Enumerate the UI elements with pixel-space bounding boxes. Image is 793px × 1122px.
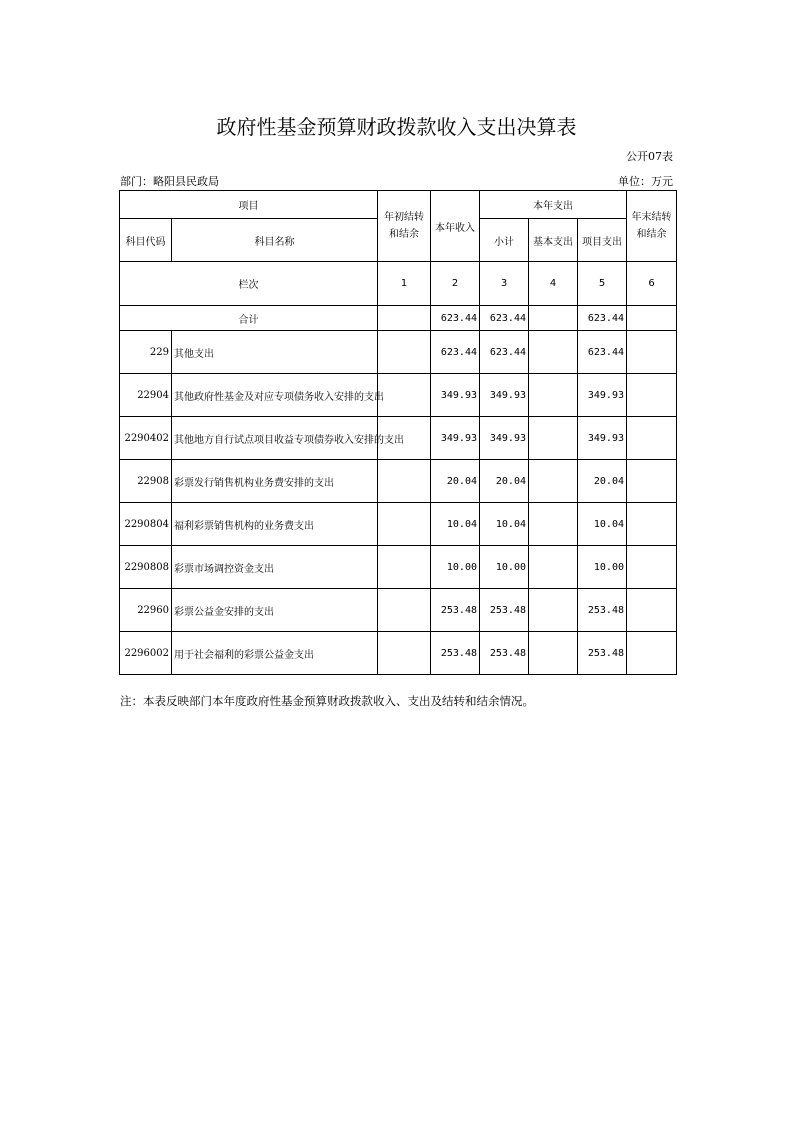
column-number-1: 1 (378, 262, 431, 306)
row-subtotal: 253.48 (480, 632, 529, 675)
row-project: 10.04 (578, 503, 627, 546)
row-end (627, 374, 677, 417)
row-name: 福利彩票销售机构的业务费支出 (172, 503, 378, 546)
row-basic (529, 632, 578, 675)
total-income: 623.44 (431, 306, 480, 331)
total-basic (529, 306, 578, 331)
total-subtotal: 623.44 (480, 306, 529, 331)
total-project: 623.44 (578, 306, 627, 331)
row-code: 22908 (120, 460, 172, 503)
column-number-label: 栏次 (120, 262, 378, 306)
unit-label: 单位：万元 (618, 175, 673, 188)
row-end (627, 331, 677, 374)
column-number-row (120, 262, 677, 306)
column-number-4: 4 (529, 262, 578, 306)
total-begin (378, 306, 431, 331)
row-code: 2290402 (120, 417, 172, 460)
row-project: 253.48 (578, 589, 627, 632)
table-row (120, 503, 677, 546)
row-basic (529, 417, 578, 460)
column-number-2: 2 (431, 262, 480, 306)
row-begin (378, 589, 431, 632)
row-income: 20.04 (431, 460, 480, 503)
table-note: 注：本表反映部门本年度政府性基金预算财政拨款收入、支出及结转和结余情况。 (120, 694, 534, 708)
column-number-3: 3 (480, 262, 529, 306)
total-row (120, 306, 677, 331)
row-code: 2290804 (120, 503, 172, 546)
table-row (120, 546, 677, 589)
row-subtotal: 349.93 (480, 374, 529, 417)
row-end (627, 417, 677, 460)
row-end (627, 589, 677, 632)
table-row (120, 460, 677, 503)
column-number-6: 6 (627, 262, 677, 306)
table-row (120, 331, 677, 374)
row-project: 623.44 (578, 331, 627, 374)
row-end (627, 503, 677, 546)
header-name: 科目名称 (172, 219, 378, 262)
row-income: 349.93 (431, 417, 480, 460)
row-name: 彩票发行销售机构业务费安排的支出 (172, 460, 378, 503)
row-income: 623.44 (431, 331, 480, 374)
row-project: 253.48 (578, 632, 627, 675)
row-income: 10.00 (431, 546, 480, 589)
column-number-5: 5 (578, 262, 627, 306)
department-label: 部门：略阳县民政局 (120, 175, 219, 188)
row-income: 349.93 (431, 374, 480, 417)
row-begin (378, 460, 431, 503)
budget-table (119, 190, 677, 675)
row-income: 253.48 (431, 632, 480, 675)
row-code: 2296002 (120, 632, 172, 675)
form-number: 公开07表 (626, 150, 673, 163)
table-row (120, 632, 677, 675)
header-end-balance: 年末结转和结余 (627, 191, 677, 262)
row-name: 其他政府性基金及对应专项债务收入安排的支出 (172, 374, 378, 417)
header-code: 科目代码 (120, 219, 172, 262)
row-name: 彩票公益金安排的支出 (172, 589, 378, 632)
row-code: 22960 (120, 589, 172, 632)
row-name: 其他地方自行试点项目收益专项债券收入安排的支出 (172, 417, 378, 460)
row-code: 2290808 (120, 546, 172, 589)
row-subtotal: 10.00 (480, 546, 529, 589)
header-begin-balance: 年初结转和结余 (378, 191, 431, 262)
total-end (627, 306, 677, 331)
header-subtotal: 小计 (480, 219, 529, 262)
total-label: 合计 (120, 306, 378, 331)
row-basic (529, 589, 578, 632)
row-subtotal: 10.04 (480, 503, 529, 546)
table-row (120, 374, 677, 417)
header-project: 项目支出 (578, 219, 627, 262)
row-end (627, 546, 677, 589)
row-end (627, 460, 677, 503)
header-basic: 基本支出 (529, 219, 578, 262)
row-subtotal: 20.04 (480, 460, 529, 503)
row-code: 229 (120, 331, 172, 374)
row-project: 349.93 (578, 417, 627, 460)
row-income: 253.48 (431, 589, 480, 632)
row-begin (378, 503, 431, 546)
row-subtotal: 349.93 (480, 417, 529, 460)
row-begin (378, 331, 431, 374)
row-end (627, 632, 677, 675)
row-begin (378, 546, 431, 589)
row-basic (529, 546, 578, 589)
row-subtotal: 623.44 (480, 331, 529, 374)
header-income: 本年收入 (431, 191, 480, 262)
row-name: 用于社会福利的彩票公益金支出 (172, 632, 378, 675)
row-project: 349.93 (578, 374, 627, 417)
page-title: 政府性基金预算财政拨款收入支出决算表 (216, 115, 577, 139)
row-begin (378, 632, 431, 675)
row-income: 10.04 (431, 503, 480, 546)
row-code: 22904 (120, 374, 172, 417)
row-begin (378, 374, 431, 417)
header-item: 项目 (120, 191, 378, 219)
row-name: 彩票市场调控资金支出 (172, 546, 378, 589)
row-project: 20.04 (578, 460, 627, 503)
row-basic (529, 331, 578, 374)
header-row-1 (120, 191, 677, 219)
row-project: 10.00 (578, 546, 627, 589)
row-basic (529, 460, 578, 503)
row-name: 其他支出 (172, 331, 378, 374)
table-row (120, 589, 677, 632)
row-basic (529, 374, 578, 417)
row-basic (529, 503, 578, 546)
row-subtotal: 253.48 (480, 589, 529, 632)
table-row (120, 417, 677, 460)
header-expense: 本年支出 (480, 191, 627, 219)
